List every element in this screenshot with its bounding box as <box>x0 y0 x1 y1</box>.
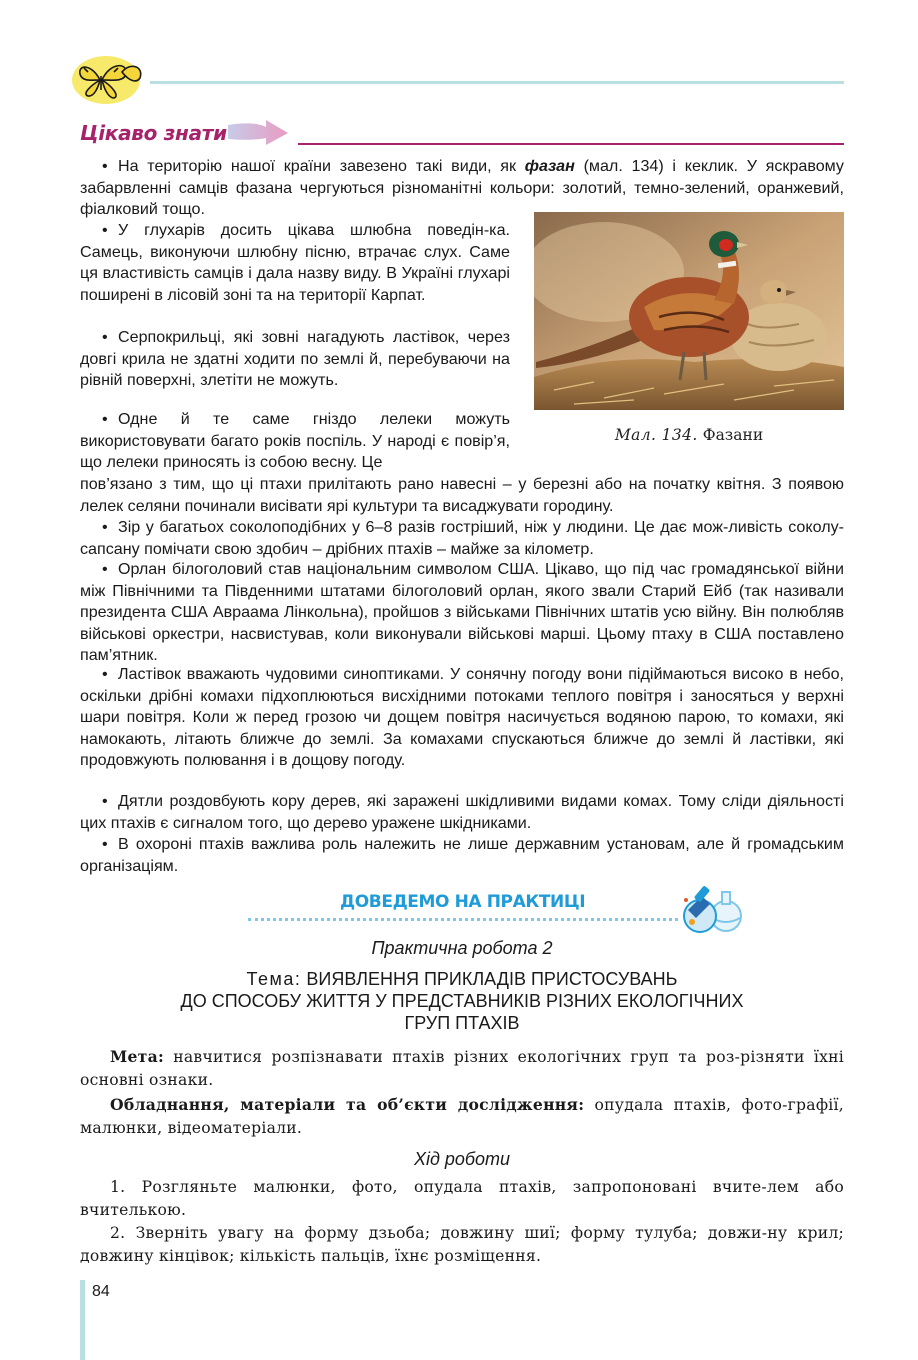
fact-protection-text: В охороні птахів важлива роль належить не лише державним установам, але й громадським організаціям. <box>80 835 844 875</box>
laboratory-flask-icon <box>674 878 746 936</box>
topic-line-3: ГРУП ПТАХІВ <box>404 1013 520 1033</box>
fact-pheasant-rest: (мал. 134) і кеклик. У яскравому забарвленні самців фазана чергуються різноманітні кольори: золотий, темно-зелений, оранжевий, фіалковий тощо. <box>80 157 844 219</box>
practice-dotted-rule <box>248 918 678 921</box>
section-title-interesting: Цікаво знати <box>80 121 227 145</box>
fact-woodpecker <box>80 791 844 834</box>
page-number-bar <box>80 1280 85 1360</box>
fact-woodpecker-text: Дятли роздовбують кору дерев, які заражені шкідливими видами комах. Тому сліди діяльності цих птахів є сигналом того, що дерево уражене шкідниками. <box>80 792 844 832</box>
fact-swallow <box>80 664 844 772</box>
equipment-paragraph <box>80 1094 844 1139</box>
figure-caption-text: Фазани <box>702 426 764 444</box>
fact-swift <box>80 327 510 392</box>
step-2: 2. Зверніть увагу на форму дзьоба; довжину шиї; форму тулуба; довжи-ну крил; довжину кінцівок; кількість пальців, їхнє розміщення. <box>80 1224 844 1265</box>
fact-falcon <box>80 517 844 560</box>
pheasants-photo <box>534 212 844 410</box>
practice-heading: ДОВЕДЕМО НА ПРАКТИЦІ <box>340 892 586 912</box>
topic-line-1: ВИЯВЛЕННЯ ПРИКЛАДІВ ПРИСТОСУВАНЬ <box>306 969 678 989</box>
fact-falcon-text: Зір у багатьох соколоподібних у 6–8 разів гостріший, ніж у людини. Це дає мож-ливість соколу-сапсану помічати свою здобич – дрібних птахів – майже за кілометр. <box>80 518 844 558</box>
equipment-label: Обладнання, матеріали та об’єкти дослідження: <box>110 1095 585 1114</box>
section-title-rule <box>298 143 844 145</box>
procedure-title: Хід роботи <box>413 1149 511 1169</box>
fact-stork <box>80 409 510 474</box>
fact-pheasant-text: На територію нашої країни завезено такі види, як <box>118 157 517 175</box>
topic-label: Тема: <box>246 969 302 989</box>
step-1: 1. Розгляньте малюнки, фото, опудала птахів, запропоновані вчите-лем або вчителькою. <box>80 1178 844 1219</box>
page-number: 84 <box>92 1283 110 1300</box>
arrow-icon <box>226 117 290 147</box>
figure-caption <box>534 426 844 444</box>
fact-eagle-text: Орлан білоголовий став національним символом США. Цікаво, що під час громадянської війни між Північними та Південними штатами білоголовий орлан, якого звали Старий Ейб (так називали президента США Авраама Лінкольна), пройшов з військами Північних штатів усю війну. Він полюбляв військові оркестри, насвистував, коли виконували військові марші. Цьому птаху в США поставлено пам’ятник. <box>80 560 844 665</box>
goal-paragraph <box>80 1046 844 1091</box>
equipment-text: опудала птахів, фото-графії, малюнки, відеоматеріали. <box>80 1096 844 1137</box>
practical-work-title: Практична робота 2 <box>371 938 553 958</box>
topic-line-2: ДО СПОСОБУ ЖИТТЯ У ПРЕДСТАВНИКІВ РІЗНИХ ЕКОЛОГІЧНИХ <box>180 991 744 1011</box>
fact-protection <box>80 834 844 877</box>
fact-swift-text: Серпокрильці, які зовні нагадують ластівок, через довгі крила не здатні ходити по землі й, перебуваючи на рівній поверхні, злетіти не можуть. <box>80 328 510 390</box>
fact-stork-text: Одне й те саме гніздо лелеки можуть використовувати багато років поспіль. У народі є повір’я, що лелеки приносять із собою весну. Це <box>80 410 510 472</box>
fact-capercaillie-text: У глухарів досить цікава шлюбна поведін-ка. Самець, виконуючи шлюбну пісню, втрачає слух. Саме ця властивість самців і дала назву виду. В Україні глухарі поширені в лісовій зоні та на території Карпат. <box>80 221 510 304</box>
practical-work-topic <box>80 968 844 1034</box>
figure-number: Мал. 134. <box>614 426 698 444</box>
fact-eagle <box>80 559 844 667</box>
goal-label: Мета: <box>110 1047 164 1066</box>
header-rule <box>150 81 844 84</box>
fact-stork-continued: пов’язано з тим, що ці птахи прилітають рано навесні – у березні або на початку квітня. З появою лелек селяни починали висівати ярі культури та висаджувати городину. <box>80 475 844 515</box>
fact-capercaillie <box>80 220 510 306</box>
fact-swallow-text: Ластівок вважають чудовими синоптиками. У сонячну погоду вони підіймаються високо в небо, оскільки дрібні комахи підхоплюються висхідними потоками теплого повітря і заносяться у верхні шари повітря. Коли ж перед грозою чи дощем повітря насичується водяною парою, то комахи, які намокають, літають ближче до землі. За комахами спускаються ближче до землі й ластівки, які продовжують полювання і в дощову погоду. <box>80 665 844 770</box>
butterfly-icon <box>70 50 152 108</box>
fact-pheasant-bold: фазан <box>524 157 575 175</box>
goal-text: навчитися розпізнавати птахів різних екологічних груп та роз-різняти їхні основні ознаки. <box>80 1048 844 1089</box>
